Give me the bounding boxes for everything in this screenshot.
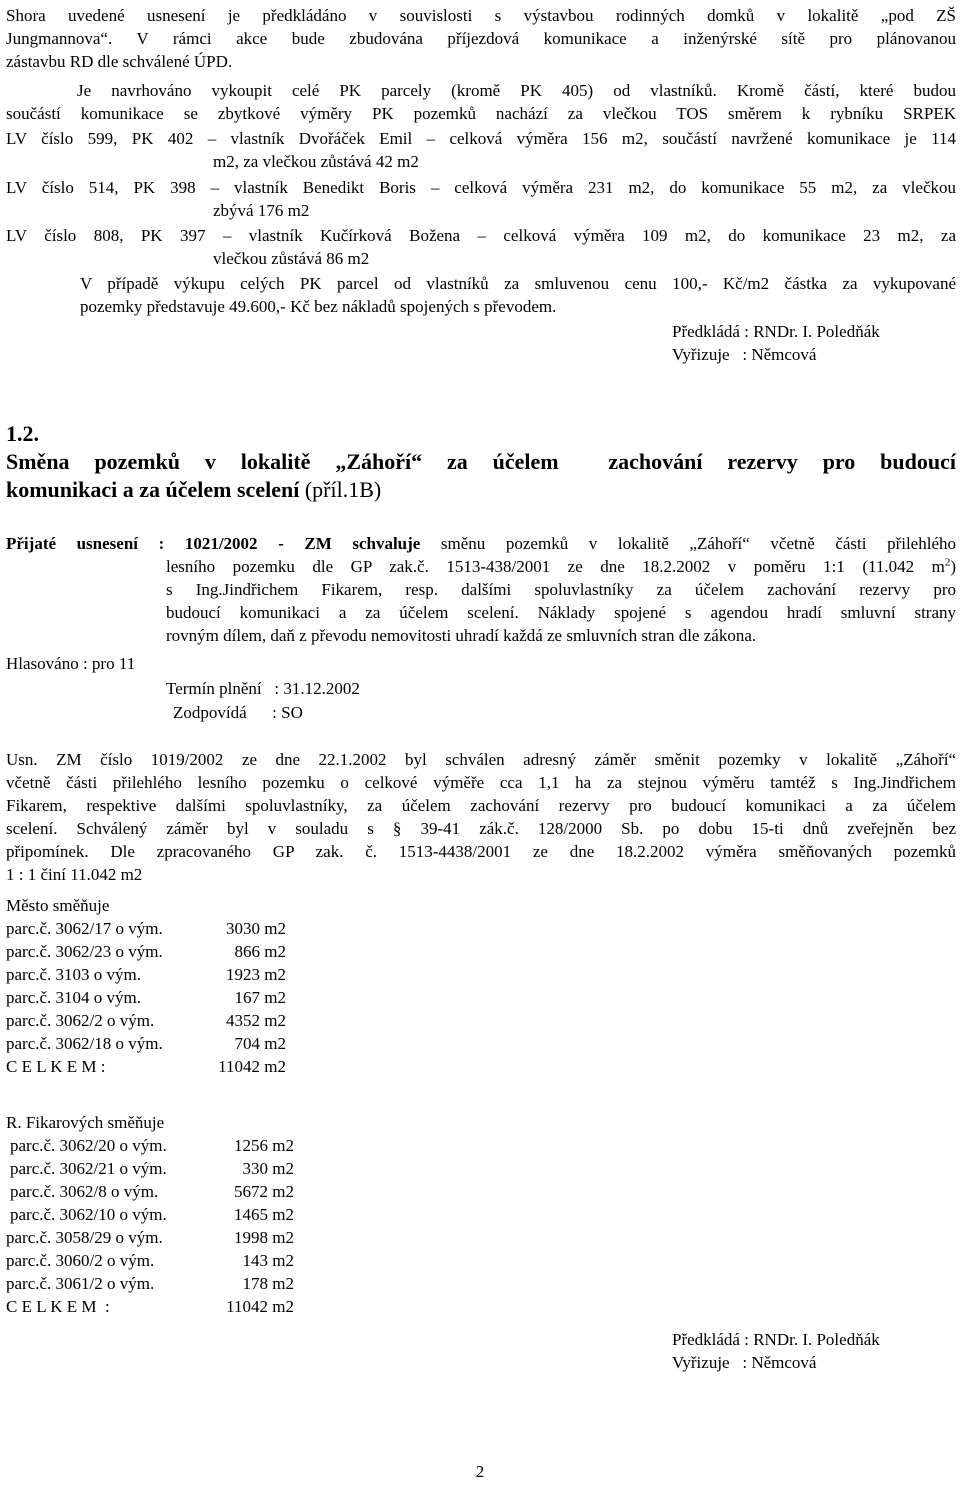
fikar-parcels	[6, 1111, 326, 1318]
explanation-paragraph	[6, 748, 956, 886]
table-row: parc.č. 3062/21 o vým. 330 m2	[10, 1159, 294, 1178]
explanation-line: Usn. ZM číslo 1019/2002 ze dne 22.1.2002 byl schválen adresný záměr směnit pozemky v lokalitě „Záhoří“	[6, 750, 956, 769]
table-row: parc.č. 3061/2 o vým. 178 m2	[6, 1274, 294, 1293]
lv-line: m2, za vlečkou zůstává 42 m2	[213, 152, 419, 171]
table-row: parc.č. 3062/20 o vým. 1256 m2	[10, 1136, 294, 1155]
section-heading	[6, 420, 956, 504]
section-title-continued	[6, 476, 956, 504]
explanation-line: včetně části přilehlého lesního pozemku o celkové výměře cca 1,1 ha za stejnou výměru tamtéž s Ing.Jindřichem	[6, 773, 956, 792]
section-title-bold: komunikaci a za účelem scelení	[6, 477, 300, 502]
intro-purchase-paragraph	[6, 79, 956, 125]
section-number: 1.2.	[6, 421, 39, 446]
section-title-attachment: (příl.1B)	[299, 477, 382, 502]
resolution-line: budoucí komunikaci a za účelem scelení. Náklady spojené s agendou hradí smluvní strany	[166, 603, 956, 622]
lv-line: LV číslo 808, PK 397 – vlastník Kučírková Božena – celková výměra 109 m2, do komunikace 23 m2, za	[6, 226, 956, 245]
total-row: C E L K E M : 11042 m2	[6, 1057, 286, 1076]
resolution-line: rovným dílem, daň z převodu nemovitosti uhradí každá ze smluvních stran dle zákona.	[166, 626, 757, 645]
resolution-line	[6, 532, 956, 555]
lv-line: zbývá 176 m2	[213, 201, 310, 220]
explanation-line: scelení. Schválený záměr byl v souladu s § 39-41 zák.č. 128/2000 Sb. po dobu 15-ti dnů zveřejněn bez	[6, 819, 956, 838]
explanation-line: připomínek. Dle zpracovaného GP zak. č. 1513-4438/2001 ze dne 18.2.2002 výměra směňovaných pozemků	[6, 842, 956, 861]
intro-signature	[672, 320, 942, 366]
resolution-block	[6, 532, 956, 555]
superscript: 2	[944, 556, 951, 569]
explanation-line: Fikarem, respektive dalšími spoluvlastníky, za účelem zachování rezervy pro budoucí komunikaci a za účelem	[6, 796, 956, 815]
table-row: parc.č. 3062/10 o vým. 1465 m2	[10, 1205, 294, 1224]
table-row: parc.č. 3104 o vým. 167 m2	[6, 988, 286, 1007]
page-number: 2	[475, 1462, 485, 1481]
submitted-by: Předkládá : RNDr. I. Poledňák	[672, 322, 880, 341]
responsible: Zodpovídá : SO	[173, 703, 303, 722]
intro-line: součástí komunikace se zbytkové výměry PK pozemků nachází za vlečkou TOS směrem k rybníku SRPEK	[6, 104, 956, 123]
total-row: C E L K E M : 11042 m2	[6, 1297, 294, 1316]
submitted-by: Předkládá : RNDr. I. Poledňák	[672, 1330, 880, 1349]
purchase-line: pozemky představuje 49.600,- Kč bez nákladů spojených s převodem.	[80, 297, 557, 316]
lv-line: vlečkou zůstává 86 m2	[213, 249, 370, 268]
city-parcels	[6, 894, 326, 1078]
intro-paragraph	[6, 4, 956, 73]
lv-599	[6, 127, 956, 173]
vote-result: Hlasováno : pro 11	[6, 654, 136, 673]
table-row: parc.č. 3060/2 o vým. 143 m2	[6, 1251, 294, 1270]
table-row: parc.č. 3062/18 o vým. 704 m2	[6, 1034, 286, 1053]
table-row: parc.č. 3058/29 o vým. 1998 m2	[6, 1228, 294, 1247]
resolution-line: lesního pozemku dle GP zak.č. 1513-438/2001 ze dne 18.2.2002 v poměru 1:1 (11.042 $m^2$)	[166, 556, 956, 576]
resolution-body	[166, 555, 956, 647]
explanation-line: 1 : 1 činí 11.042 m2	[6, 865, 143, 884]
table-row: parc.č. 3062/2 o vým. 4352 m2	[6, 1011, 286, 1030]
purchase-line: V případě výkupu celých PK parcel od vlastníků za smluvenou cenu 100,- Kč/m2 částka za vykupované	[80, 274, 956, 293]
table-row: parc.č. 3062/23 o vým. 866 m2	[6, 942, 286, 961]
table-row: parc.č. 3062/17 o vým. 3030 m2	[6, 919, 286, 938]
lv-line: LV číslo 514, PK 398 – vlastník Benedikt Boris – celková výměra 231 m2, do komunikace 55 m2, za vlečkou	[6, 178, 956, 197]
resolution-line: s Ing.Jindřichem Fikarem, resp. dalšími spoluvlastníky za účelem zachování rezervy pro	[166, 580, 956, 599]
lv-808	[6, 224, 956, 270]
intro-line: Jungmannova“. V rámci akce bude zbudována příjezdová komunikace a inženýrské sítě pro plánovanou	[6, 29, 956, 48]
handled-by: Vyřizuje : Němcová	[672, 1353, 817, 1372]
deadline: Termín plnění : 31.12.2002	[166, 679, 360, 698]
resolution-text: směnu pozemků v lokalitě „Záhoří“ včetně části přilehlého	[420, 534, 956, 553]
handled-by: Vyřizuje : Němcová	[672, 345, 817, 364]
intro-line: Shora uvedené usnesení je předkládáno v souvislosti s výstavbou rodinných domků v lokalitě „pod ZŠ	[6, 6, 956, 25]
footer-signature	[672, 1328, 942, 1374]
lv-514	[6, 176, 956, 222]
city-heading: Město směňuje	[6, 896, 110, 915]
lv-line: LV číslo 599, PK 402 – vlastník Dvořáček Emil – celková výměra 156 m2, součástí navržené komunikace je 114	[6, 129, 956, 148]
purchase-paragraph	[80, 272, 956, 318]
resolution-label: Přijaté usnesení : 1021/2002 - ZM schvaluje	[6, 534, 421, 553]
section-title: Směna pozemků v lokalitě „Záhoří“ za účelem zachování rezervy pro budoucí	[6, 449, 956, 474]
table-row: parc.č. 3103 o vým. 1923 m2	[6, 965, 286, 984]
intro-line: zástavbu RD dle schválené ÚPD.	[6, 52, 233, 71]
table-row: parc.č. 3062/8 o vým. 5672 m2	[10, 1182, 294, 1201]
intro-line: Je navrhováno vykoupit celé PK parcely (kromě PK 405) od vlastníků. Kromě částí, které budou	[77, 81, 956, 100]
fikar-heading: R. Fikarových směňuje	[6, 1113, 165, 1132]
